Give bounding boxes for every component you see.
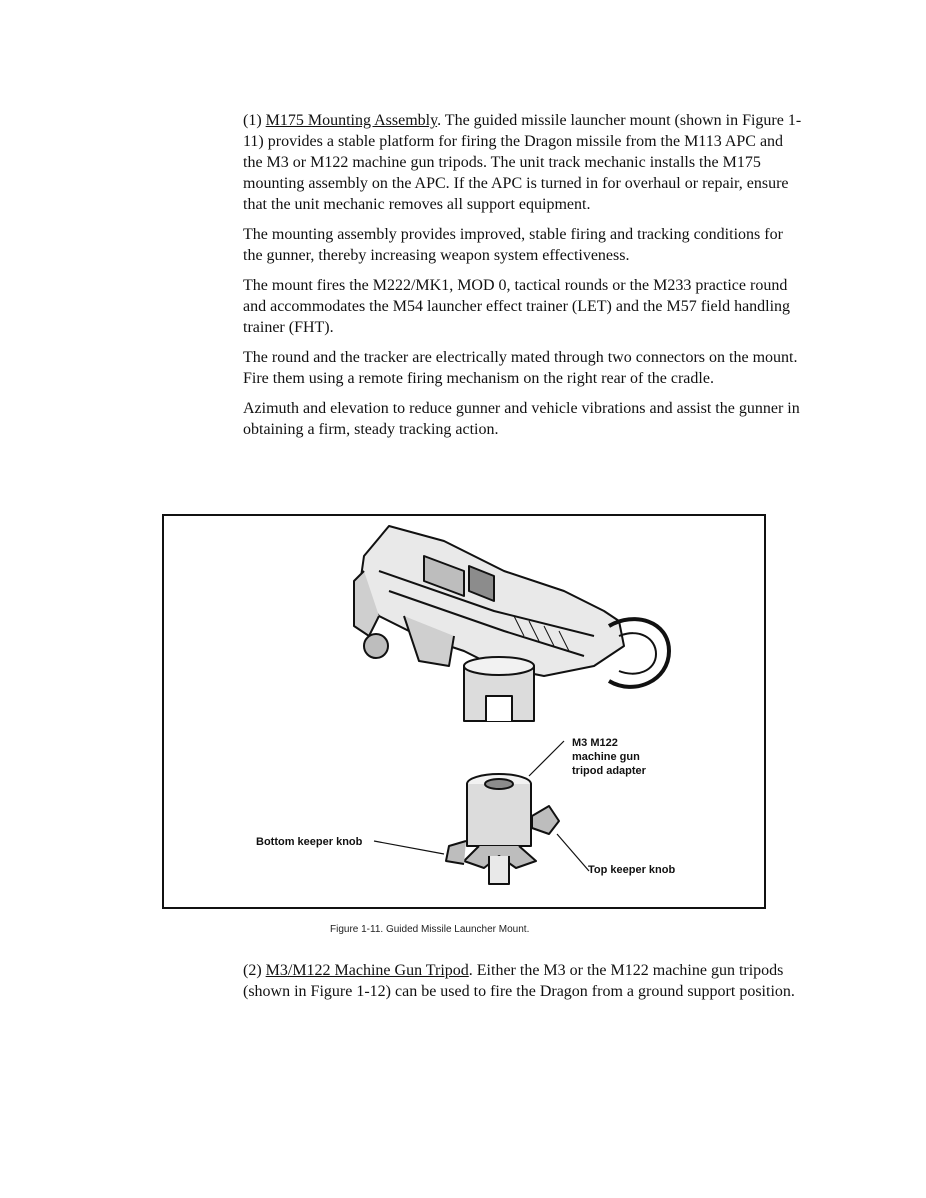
callout-tripod-adapter-line-2: machine gun (572, 751, 640, 763)
callout-tripod-adapter-line-3: tripod adapter (572, 765, 646, 777)
paragraph-azimuth: Azimuth and elevation to reduce gunner and vehicle vibrations and assist the gunner in obtaining a firm, steady tracking action. (243, 400, 800, 438)
callout-tripod-adapter (572, 736, 646, 778)
launcher-mount-illustration (164, 516, 764, 907)
section-1-title: M175 Mounting Assembly (265, 112, 438, 129)
section-2-title: M3/M122 Machine Gun Tripod (265, 962, 469, 979)
section-1-lead-paragraph (243, 110, 803, 215)
section-1-number: (1) (243, 112, 266, 129)
section-2-number: (2) (243, 962, 266, 979)
section-2-lead-text: . Either the M3 or the M122 machine gun tripods (shown in Figure 1-12) can be used to fire the Dragon from a ground support position. (243, 962, 795, 1000)
section-2-lead-paragraph (243, 960, 803, 1002)
callout-tripod-adapter-line-1: M3 M122 (572, 737, 618, 749)
paragraph-mount-fires: The mount fires the M222/MK1, MOD 0, tactical rounds or the M233 practice round and accommodates the M54 launcher effect trainer (LET) and the M57 field handling trainer (FHT). (243, 277, 791, 336)
callout-top-keeper-knob: Top keeper knob (588, 864, 676, 876)
paragraph-round-tracker: The round and the tracker are electrically mated through two connectors on the mount. Fire them using a remote firing mechanism on the right rear of the cradle. (243, 349, 798, 387)
section-1-lead-text: . The guided missile launcher mount (shown in Figure 1-11) provides a stable platform for firing the Dragon missile from the M113 APC and the M3 or M122 machine gun tripods. The unit track mechanic installs the M175 mounting assembly on the APC. If the APC is turned in for overhaul or repair, ensure that the unit mechanic removes all support equipment. (243, 112, 802, 213)
figure-1-11-frame (162, 514, 766, 909)
figure-caption: Figure 1-11. Guided Missile Launcher Mount. (330, 924, 530, 935)
section-1 (243, 110, 803, 440)
section-2 (243, 960, 803, 1002)
paragraph-mounting-assembly: The mounting assembly provides improved, stable firing and tracking conditions for the gunner, thereby increasing weapon system effectiveness. (243, 226, 783, 264)
callout-bottom-keeper-knob: Bottom keeper knob (256, 836, 363, 848)
